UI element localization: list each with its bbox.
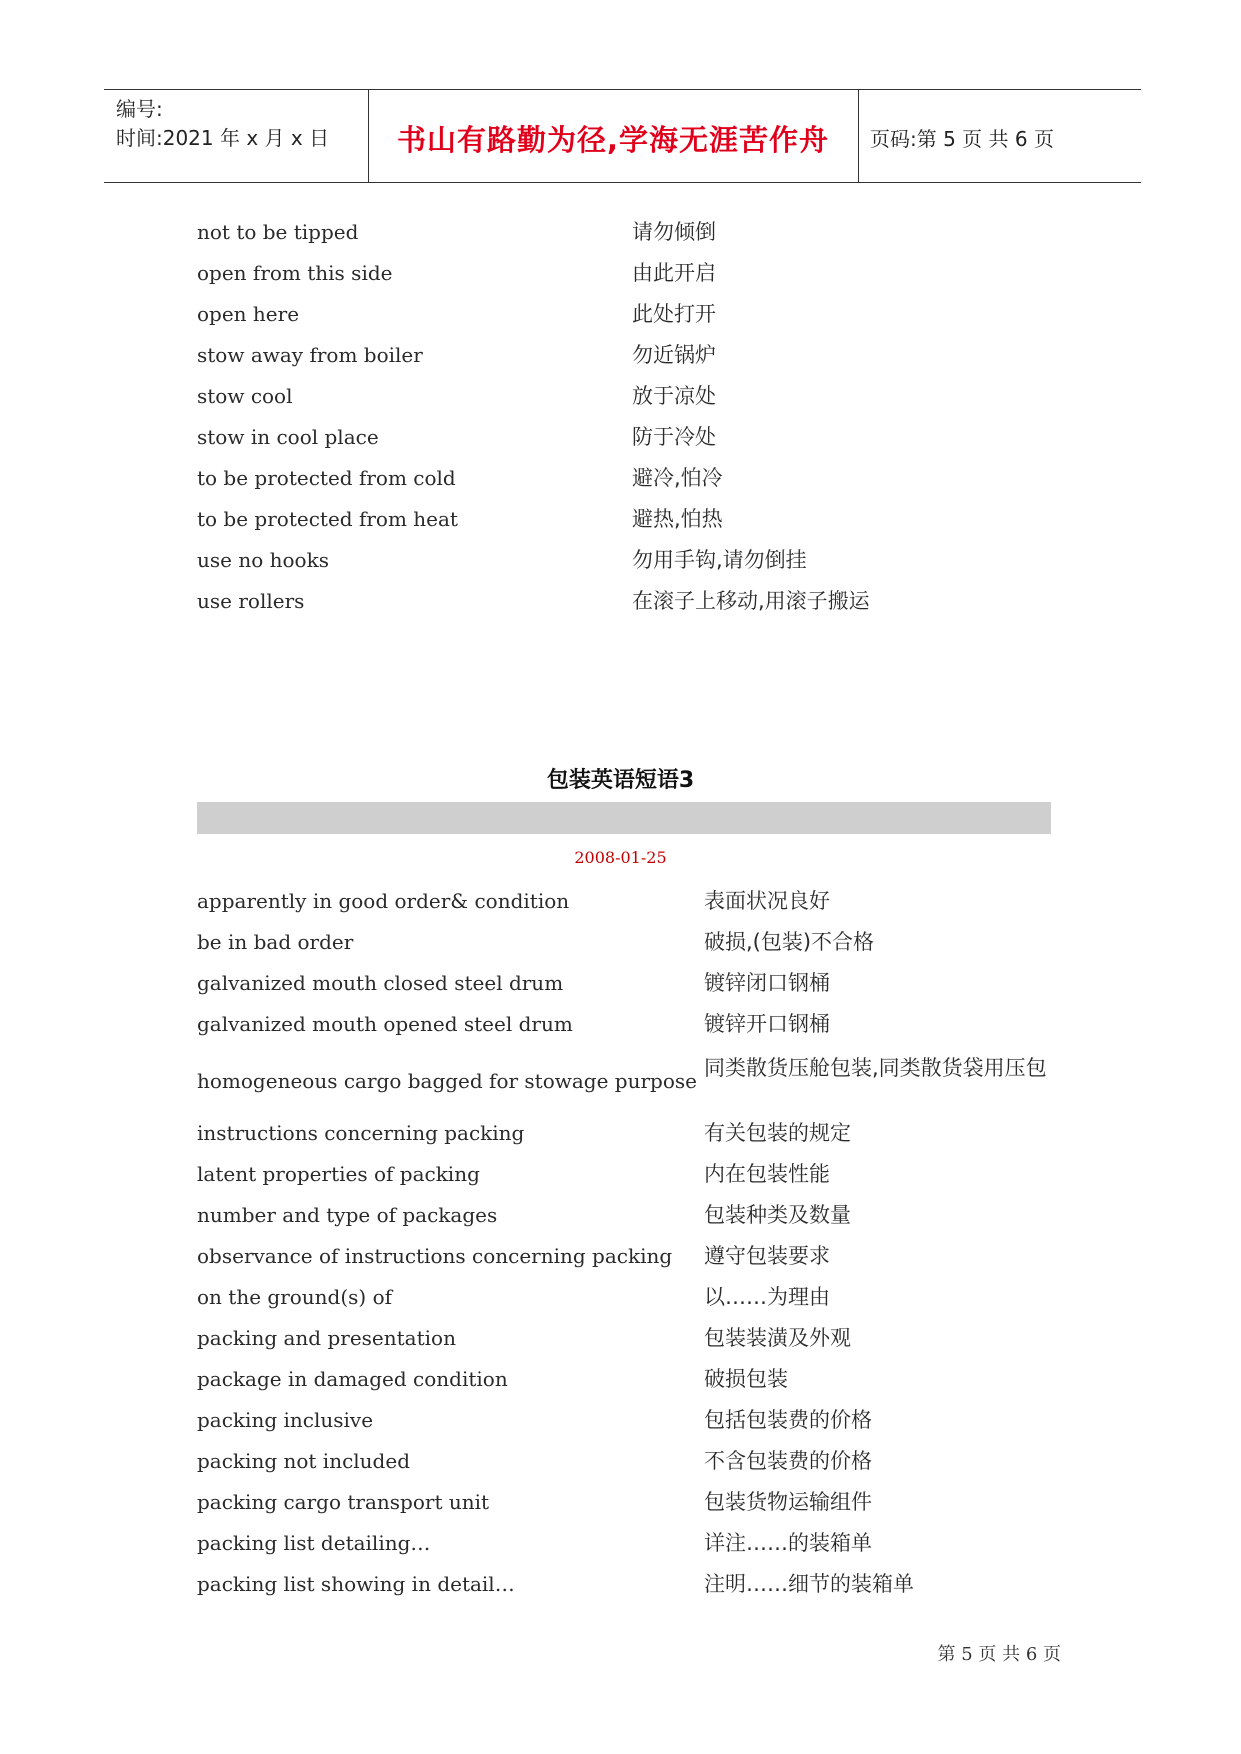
term-chinese: 详注……的装箱单 bbox=[704, 1531, 872, 1555]
term-chinese: 包装种类及数量 bbox=[704, 1203, 851, 1227]
term-english: packing not included bbox=[197, 1449, 410, 1473]
term-chinese: 避冷,怕冷 bbox=[632, 466, 723, 490]
header-divider-right bbox=[858, 90, 859, 182]
page-header bbox=[104, 89, 1141, 183]
term-english: stow in cool place bbox=[197, 425, 379, 449]
term-english: homogeneous cargo bagged for stowage purpose bbox=[197, 1069, 697, 1093]
term-english: packing and presentation bbox=[197, 1326, 456, 1350]
term-chinese: 包装装潢及外观 bbox=[704, 1326, 851, 1350]
term-english: observance of instructions concerning packing bbox=[197, 1244, 673, 1268]
term-english: use no hooks bbox=[197, 548, 329, 572]
term-chinese: 在滚子上移动,用滚子搬运 bbox=[632, 589, 870, 613]
term-chinese: 勿近锅炉 bbox=[632, 343, 716, 367]
term-english: package in damaged condition bbox=[197, 1367, 508, 1391]
term-english: to be protected from heat bbox=[197, 507, 458, 531]
term-chinese: 此处打开 bbox=[632, 302, 716, 326]
term-chinese: 破损包装 bbox=[704, 1367, 788, 1391]
term-chinese: 注明……细节的装箱单 bbox=[704, 1572, 914, 1596]
term-english: stow away from boiler bbox=[197, 343, 423, 367]
term-chinese: 镀锌开口钢桶 bbox=[704, 1012, 830, 1036]
term-english: packing inclusive bbox=[197, 1408, 374, 1432]
term-english: be in bad order bbox=[197, 930, 354, 954]
term-chinese: 破损,(包装)不合格 bbox=[704, 930, 875, 954]
term-chinese: 勿用手钩,请勿倒挂 bbox=[632, 548, 807, 572]
term-chinese: 包括包装费的价格 bbox=[704, 1408, 872, 1432]
term-chinese: 有关包装的规定 bbox=[704, 1121, 851, 1145]
term-chinese: 表面状况良好 bbox=[704, 889, 830, 913]
time-label: 时间:2021 年 x 月 x 日 bbox=[116, 126, 330, 150]
footer-page-info: 第 5 页 共 6 页 bbox=[937, 1644, 1061, 1665]
section-date: 2008-01-25 bbox=[574, 848, 667, 867]
term-chinese: 遵守包装要求 bbox=[704, 1244, 830, 1268]
term-english: open from this side bbox=[197, 261, 393, 285]
term-english: apparently in good order& condition bbox=[197, 889, 570, 913]
section-divider-bar bbox=[197, 802, 1051, 834]
term-chinese: 避热,怕热 bbox=[632, 507, 723, 531]
term-chinese: 由此开启 bbox=[632, 261, 716, 285]
term-english: packing cargo transport unit bbox=[197, 1490, 490, 1514]
term-chinese: 镀锌闭口钢桶 bbox=[704, 971, 830, 995]
header-page-info: 页码:第 5 页 共 6 页 bbox=[870, 127, 1054, 151]
term-chinese: 防于冷处 bbox=[632, 425, 716, 449]
term-chinese: 不含包装费的价格 bbox=[704, 1449, 872, 1473]
term-english: not to be tipped bbox=[197, 220, 359, 244]
term-chinese: 请勿倾倒 bbox=[632, 220, 716, 244]
term-chinese: 包装货物运输组件 bbox=[704, 1490, 872, 1514]
number-label: 编号: bbox=[116, 97, 163, 121]
term-chinese: 内在包装性能 bbox=[704, 1162, 830, 1186]
section-title: 包装英语短语3 bbox=[546, 768, 695, 793]
term-chinese: 同类散货压舱包装,同类散货袋用压包 bbox=[704, 1056, 1047, 1080]
term-english: number and type of packages bbox=[197, 1203, 498, 1227]
term-english: latent properties of packing bbox=[197, 1162, 480, 1186]
term-english: use rollers bbox=[197, 589, 305, 613]
term-english: instructions concerning packing bbox=[197, 1121, 525, 1145]
term-english: stow cool bbox=[197, 384, 293, 408]
term-chinese: 放于凉处 bbox=[632, 384, 716, 408]
term-english: packing list showing in detail… bbox=[197, 1572, 515, 1596]
term-english: to be protected from cold bbox=[197, 466, 456, 490]
term-english: galvanized mouth opened steel drum bbox=[197, 1012, 573, 1036]
header-motto: 书山有路勤为径,学海无涯苦作舟 bbox=[396, 123, 830, 157]
term-english: open here bbox=[197, 302, 300, 326]
term-chinese: 以……为理由 bbox=[704, 1285, 830, 1309]
term-english: on the ground(s) of bbox=[197, 1285, 393, 1309]
term-english: packing list detailing… bbox=[197, 1531, 431, 1555]
term-english: galvanized mouth closed steel drum bbox=[197, 971, 564, 995]
